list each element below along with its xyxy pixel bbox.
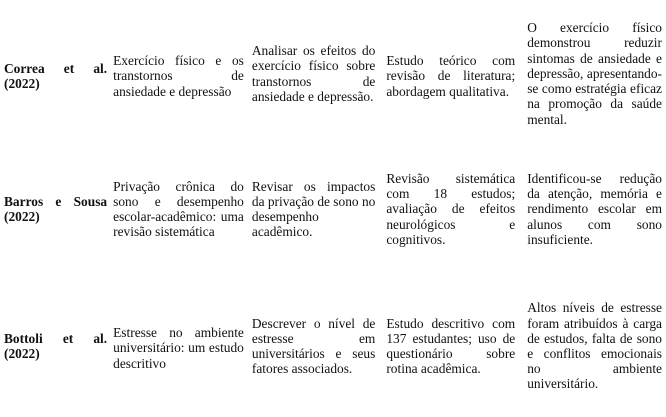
literature-review-table [0,4,666,417]
author-cell: Correa et al. (2022) [4,60,108,91]
objective-cell: Descrever o nível de estresse em universitários e seus fatores associados. [251,315,376,377]
title-cell: Estresse no ambiente universitário: um estudo descritivo [113,325,244,371]
table-row [0,275,666,417]
results-cell: O exercício físico demonstrou reduzir sintomas de ansiedade e depressão, apresentando-se como estratégia eficaz na promoção da saúde mental. [527,20,662,127]
objective-cell: Analisar os efeitos do exercício físico sobre transtornos de ansiedade e depressão. [251,43,376,104]
author-cell: Barros e Sousa (2022) [4,193,108,224]
method-cell: Revisão sistemática com 18 estudos; avaliação de efeitos neurológicos e cognitivos. [386,170,516,247]
method-cell: Estudo teórico com revisão de literatura; abordagem qualitativa. [386,53,516,99]
author-cell: Bottoli et al. (2022) [4,330,108,361]
results-cell: Altos níveis de estresse foram atribuídos à carga de estudos, falta de sono e conflitos emocionais no ambiente universitário. [527,300,662,392]
method-cell: Estudo descritivo com 137 estudantes; uso de questionário sobre rotina acadêmica. [386,315,516,377]
objective-cell: Revisar os impactos da privação de sono no desempenho acadêmico. [251,178,376,240]
table-row [0,143,666,275]
title-cell: Exercício físico e os transtornos de ansiedade e depressão [113,53,244,99]
table-row [0,4,666,143]
title-cell: Privação crônica do sono e desempenho escolar-acadêmico: uma revisão sistemática [113,178,244,240]
results-cell: Identificou-se redução da atenção, memória e rendimento escolar em alunos com sono insuficiente. [527,170,662,247]
